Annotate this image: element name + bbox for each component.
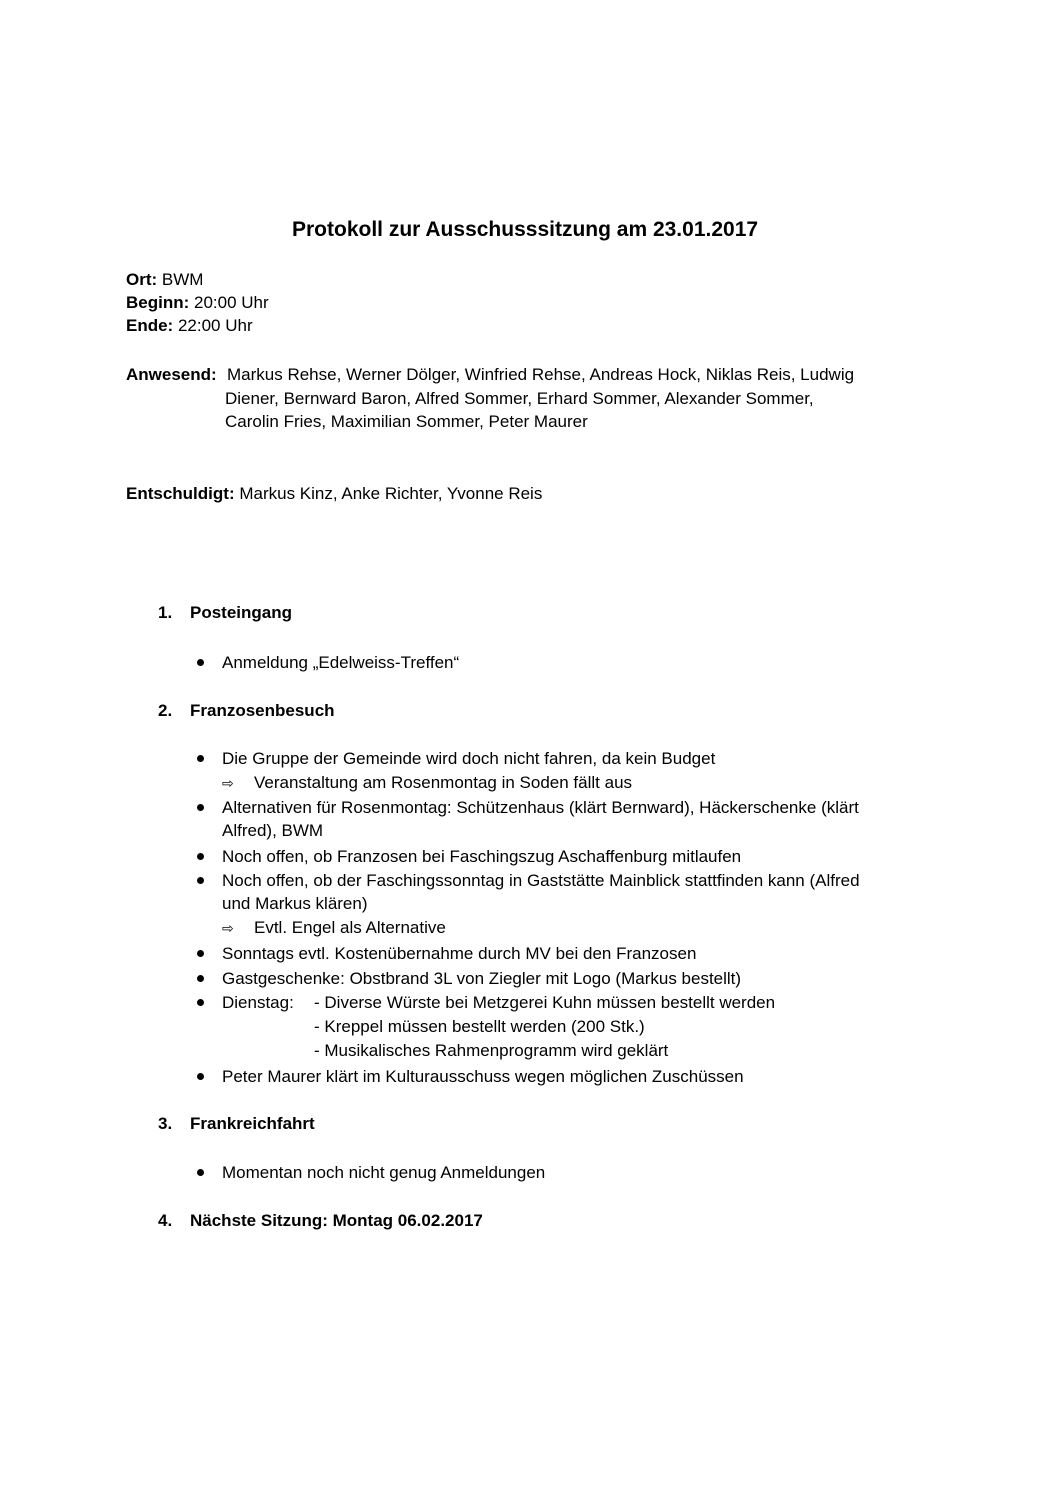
section-title-naechste-sitzung: Nächste Sitzung: Montag 06.02.2017 (190, 1211, 483, 1230)
meta-beginn-label: Beginn: (126, 293, 190, 312)
meta-ende (126, 314, 253, 338)
bullet-dot-icon (197, 659, 204, 666)
section-number: 3. (158, 1114, 173, 1133)
section-title-frankreichfahrt: Frankreichfahrt (190, 1114, 315, 1133)
meta-ort (126, 268, 203, 292)
list-item: Alternativen für Rosenmontag: Schützenhaus (klärt Bernward), Häckerschenke (klärt (222, 798, 859, 817)
list-subitem: Evtl. Engel als Alternative (254, 918, 446, 937)
list-item: Peter Maurer klärt im Kulturausschuss wegen möglichen Zuschüssen (222, 1067, 744, 1086)
bullet-dot-icon (197, 755, 204, 762)
list-item: Anmeldung „Edelweiss-Treffen“ (222, 653, 460, 672)
entschuldigt (126, 482, 542, 506)
section-number: 4. (158, 1211, 173, 1230)
dienstag-subitem: - Diverse Würste bei Metzgerei Kuhn müssen bestellt werden (314, 993, 776, 1012)
anwesend-label: Anwesend: (126, 365, 217, 384)
section-title-franzosenbesuch: Franzosenbesuch (190, 701, 335, 720)
bullet-dot-icon (197, 853, 204, 860)
bullet-dot-icon (197, 1073, 204, 1080)
entschuldigt-label: Entschuldigt: (126, 484, 235, 503)
list-subitem: Veranstaltung am Rosenmontag in Soden fällt aus (254, 773, 633, 792)
entschuldigt-value: Markus Kinz, Anke Richter, Yvonne Reis (234, 484, 543, 503)
list-item: Noch offen, ob Franzosen bei Faschingszug Aschaffenburg mitlaufen (222, 847, 742, 866)
meta-ende-label: Ende: (126, 316, 174, 335)
bullet-dot-icon (197, 1169, 204, 1176)
list-item-continuation: und Markus klären) (222, 894, 368, 913)
meta-beginn (126, 291, 269, 315)
list-item: Noch offen, ob der Faschingssonntag in Gaststätte Mainblick stattfinden kann (Alfred (222, 871, 860, 890)
section-number: 2. (158, 701, 173, 720)
anwesend-line-1: Markus Rehse, Werner Dölger, Winfried Rehse, Andreas Hock, Niklas Reis, Ludwig (227, 365, 855, 384)
list-item-continuation: Alfred), BWM (222, 821, 324, 840)
bullet-dot-icon (197, 804, 204, 811)
meta-ort-label: Ort: (126, 270, 158, 289)
meta-ort-value: BWM (157, 270, 204, 289)
dienstag-subitem: - Musikalisches Rahmenprogramm wird geklärt (314, 1041, 669, 1060)
list-item: Sonntags evtl. Kostenübernahme durch MV bei den Franzosen (222, 944, 697, 963)
anwesend-line-3: Carolin Fries, Maximilian Sommer, Peter Maurer (225, 412, 588, 431)
list-item: Gastgeschenke: Obstbrand 3L von Ziegler mit Logo (Markus bestellt) (222, 969, 742, 988)
bullet-dot-icon (197, 950, 204, 957)
section-title-posteingang: Posteingang (190, 603, 293, 622)
outline-right-arrow-icon: ⇨ (222, 920, 234, 936)
meta-beginn-value: 20:00 Uhr (189, 293, 269, 312)
bullet-dot-icon (197, 999, 204, 1006)
bullet-dot-icon (197, 975, 204, 982)
list-item: Momentan noch nicht genug Anmeldungen (222, 1163, 546, 1182)
list-item-dienstag: Dienstag: (222, 993, 294, 1012)
anwesend-line-2: Diener, Bernward Baron, Alfred Sommer, Erhard Sommer, Alexander Sommer, (225, 389, 814, 408)
section-number: 1. (158, 603, 173, 622)
outline-right-arrow-icon: ⇨ (222, 775, 234, 791)
page-title: Protokoll zur Ausschusssitzung am 23.01.2017 (292, 218, 759, 241)
dienstag-subitem: - Kreppel müssen bestellt werden (200 Stk.) (314, 1017, 645, 1036)
meta-ende-value: 22:00 Uhr (173, 316, 253, 335)
list-item: Die Gruppe der Gemeinde wird doch nicht fahren, da kein Budget (222, 749, 716, 768)
bullet-dot-icon (197, 877, 204, 884)
